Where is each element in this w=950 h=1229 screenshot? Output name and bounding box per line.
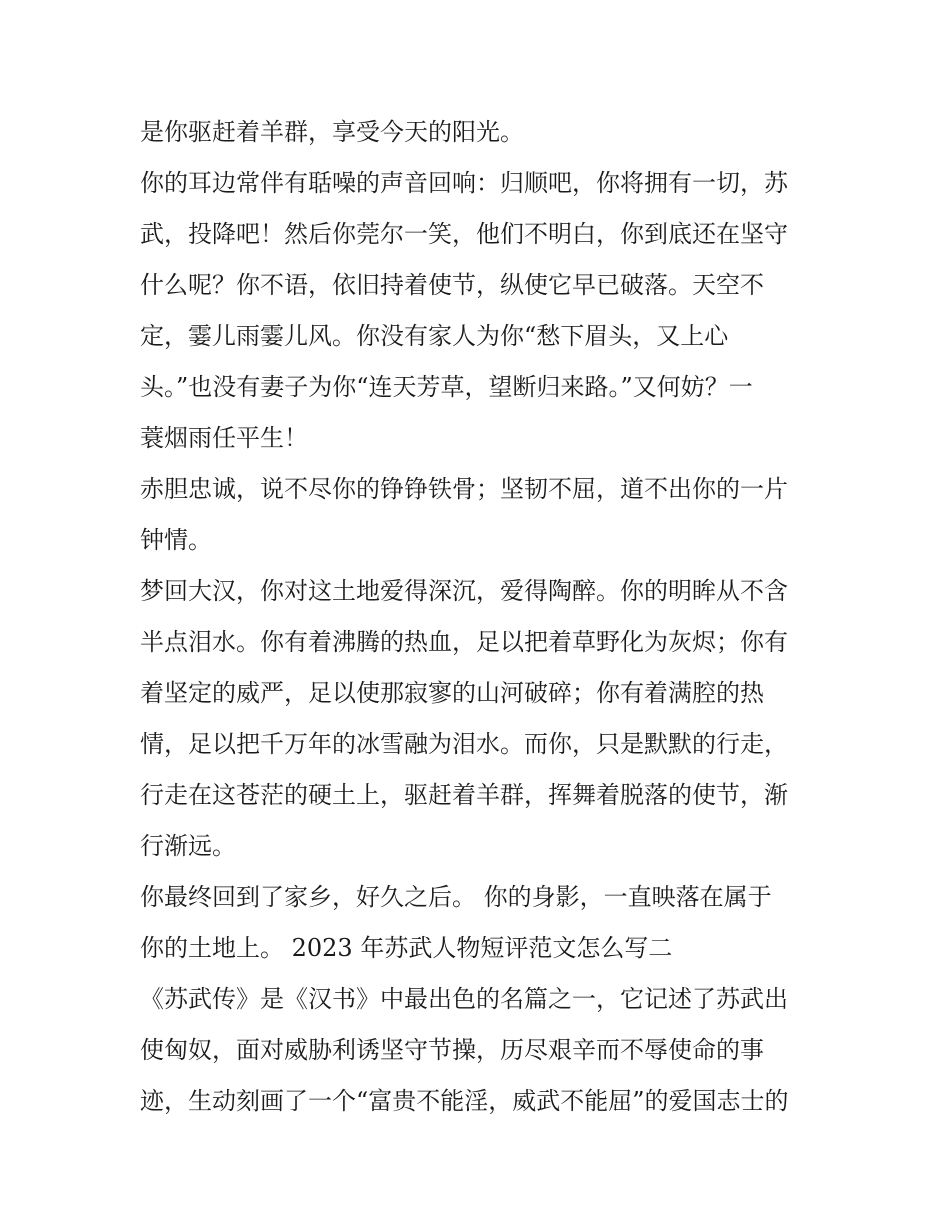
text-line: 头。”也没有妻子为你“连天芳草，望断归来路。”又何妨？一 [140, 373, 753, 401]
text-line: 行渐远。 [140, 832, 236, 860]
text-line: 蓑烟雨任平生！ [140, 424, 308, 452]
text-line: 半点泪水。你有着沸腾的热血，足以把着草野化为灰烬；你有 [140, 628, 788, 656]
text-line: 你的耳边常伴有聒噪的声音回响：归顺吧，你将拥有一切，苏 [140, 169, 788, 197]
text-line: 行走在这苍茫的硬土上，驱赶着羊群，挥舞着脱落的使节，渐 [140, 781, 788, 809]
text-line: 你最终回到了家乡，好久之后。 你的身影，一直映落在属于 [140, 883, 772, 911]
text-line: 使匈奴，面对威胁利诱坚守节操，历尽艰辛而不辱使命的事 [140, 1036, 764, 1064]
text-line: 什么呢？你不语，依旧持着使节，纵使它早已破落。天空不 [140, 271, 764, 299]
text-line: 着坚定的威严，足以使那寂寥的山河破碎；你有着满腔的热 [140, 679, 764, 707]
text-line: 武，投降吧！然后你莞尔一笑，他们不明白，你到底还在坚守 [140, 220, 788, 248]
text-line: 是你驱赶着羊群，享受今天的阳光。 [140, 118, 524, 146]
text-line: 《苏武传》是《汉书》中最出色的名篇之一，它记述了苏武出 [140, 985, 788, 1013]
document-body [140, 107, 815, 1127]
text-line: 迹，生动刻画了一个“富贵不能淫，威武不能屈”的爱国志士的 [140, 1087, 789, 1115]
text-line: 你的土地上。 2023 年苏武人物短评范文怎么写二 [140, 934, 673, 962]
text-line: 赤胆忠诚，说不尽你的铮铮铁骨；坚韧不屈，道不出你的一片 [140, 475, 788, 503]
text-line: 情，足以把千万年的冰雪融为泪水。而你，只是默默的行走， [140, 730, 788, 758]
text-line: 定，霎儿雨霎儿风。你没有家人为你“愁下眉头，又上心 [140, 322, 729, 350]
text-line: 梦回大汉，你对这土地爱得深沉，爱得陶醉。你的明眸从不含 [140, 577, 788, 605]
text-line: 钟情。 [140, 526, 212, 554]
